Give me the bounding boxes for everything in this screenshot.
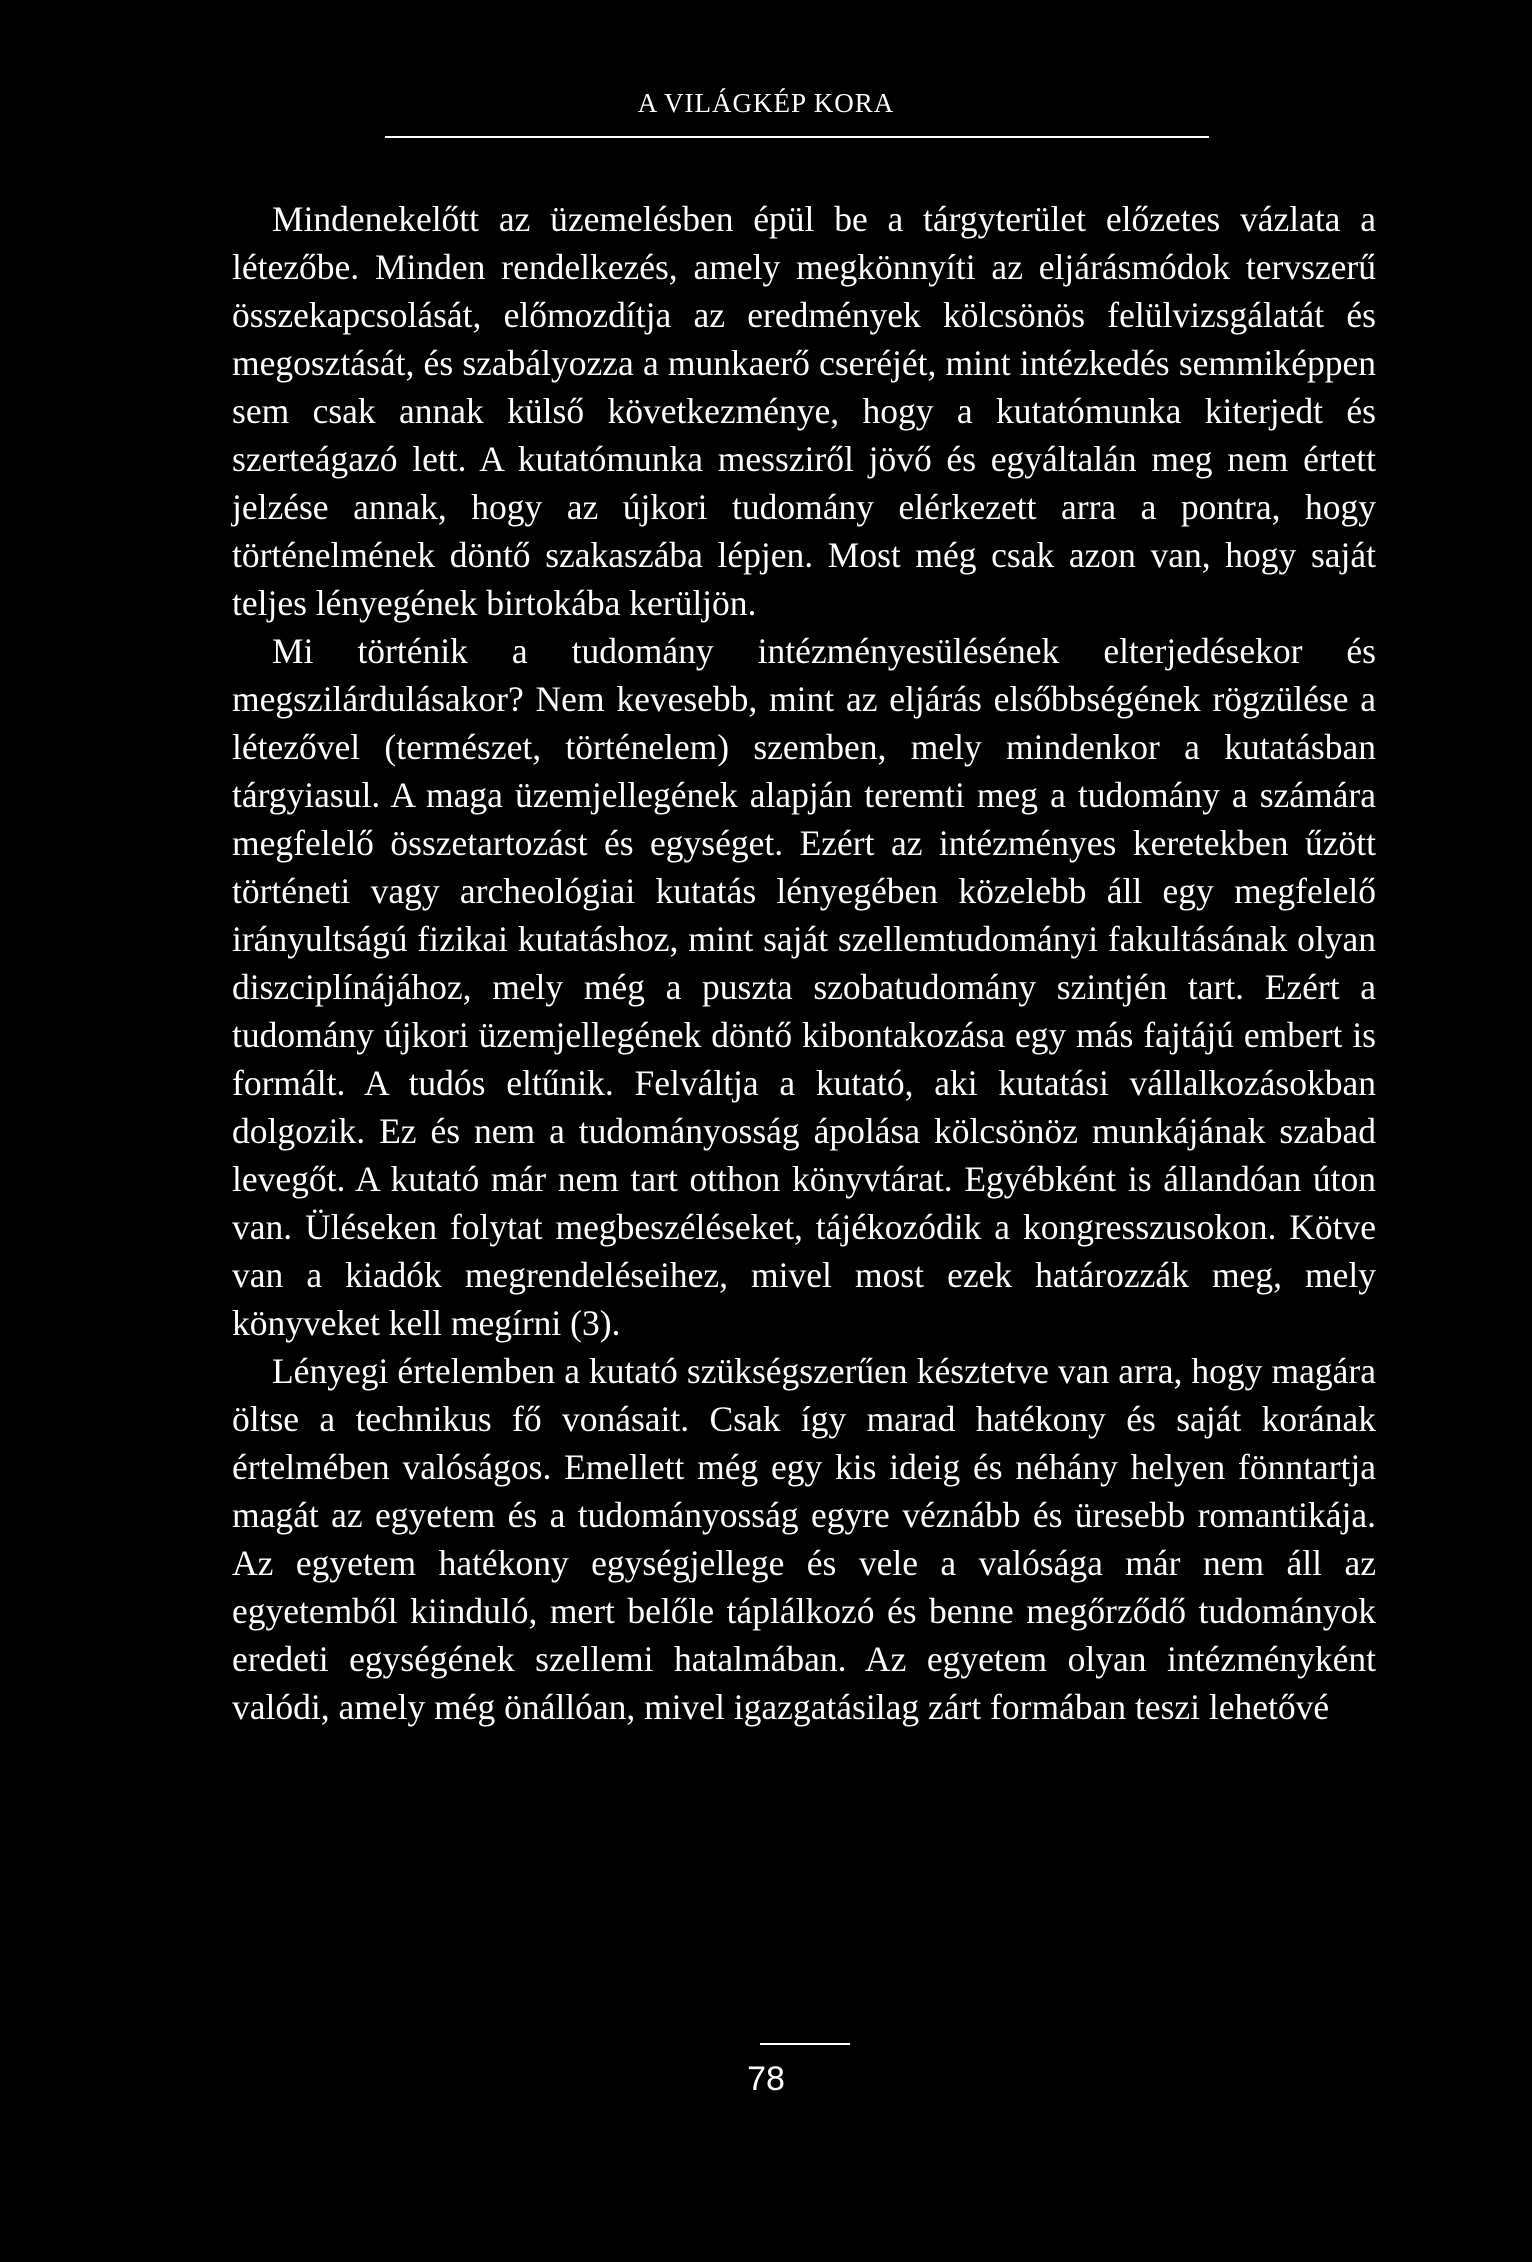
paragraph-2: Mi történik a tudomány intézményesülésének elterjedésekor és megszilárdulásakor? Nem kevesebb, mint az eljárás elsőbbségének rögzülése a létezővel (természet, történelem) szemben, mely mindenkor a kutatásban tárgyiasul. A maga üzemjellegének alapján teremti meg a tudomány a számára megfelelő összetartozást és egységet. Ezért az intézményes keretekben űzött történeti vagy archeológiai kutatás lényegében közelebb áll egy megfelelő irányultságú fizikai kutatáshoz, mint saját szellemtudományi fakultásának olyan diszciplínájához, mely még a puszta szobatudomány szintjén tart. Ezért a tudomány újkori üzemjellegének döntő kibontakozása egy más fajtájú embert is formált. A tudós eltűnik. Felváltja a kutató, aki kutatási vállalkozásokban dolgozik. Ez és nem a tudományosság ápolása kölcsönöz munkájának szabad levegőt. A kutató már nem tart otthon könyvtárat. Egyébként is állandóan úton van. Üléseken folytat megbeszéléseket, tájékozódik a kongresszusokon. Kötve van a kiadók megrendeléseihez, mivel most ezek határozzák meg, mely könyveket kell megírni (3). bbox=[232, 631, 1376, 1343]
footer-rule bbox=[760, 2043, 850, 2045]
body-text bbox=[232, 195, 1376, 1731]
paragraph-3: Lényegi értelemben a kutató szükségszerűen késztetve van arra, hogy magára öltse a technikus fő vonásait. Csak így marad hatékony és saját korának értelmében valóságos. Emellett még egy kis ideig és néhány helyen fönntartja magát az egyetem és a tudományosság egyre véznább és üresebb romantikája. Az egyetem hatékony egységjellege és vele a valósága már nem áll az egyetemből kiinduló, mert belőle táplálkozó és benne megőrződő tudományok eredeti egységének szellemi hatalmában. Az egyetem olyan intézményként valódi, amely még önállóan, mivel igazgatásilag zárt formában teszi lehetővé bbox=[232, 1351, 1376, 1727]
paragraph-1: Mindenekelőtt az üzemelésben épül be a tárgyterület előzetes vázlata a létezőbe. Minden rendelkezés, amely megkönnyíti az eljárásmódok tervszerű összekapcsolását, előmozdítja az eredmények kölcsönös felülvizsgálatát és megosztását, és szabályozza a munkaerő cseréjét, mint intézkedés semmiképpen sem csak annak külső következménye, hogy a kutatómunka kiterjedt és szerteágazó lett. A kutatómunka messziről jövő és egyáltalán meg nem értett jelzése annak, hogy az újkori tudomány elérkezett arra a pontra, hogy történelmének döntő szakaszába lépjen. Most még csak azon van, hogy saját teljes lényegének birtokába kerüljön. bbox=[232, 199, 1376, 623]
page-number: 78 bbox=[747, 2060, 785, 2098]
header-rule bbox=[385, 136, 1209, 138]
running-title: A VILÁGKÉP KORA bbox=[637, 88, 895, 118]
